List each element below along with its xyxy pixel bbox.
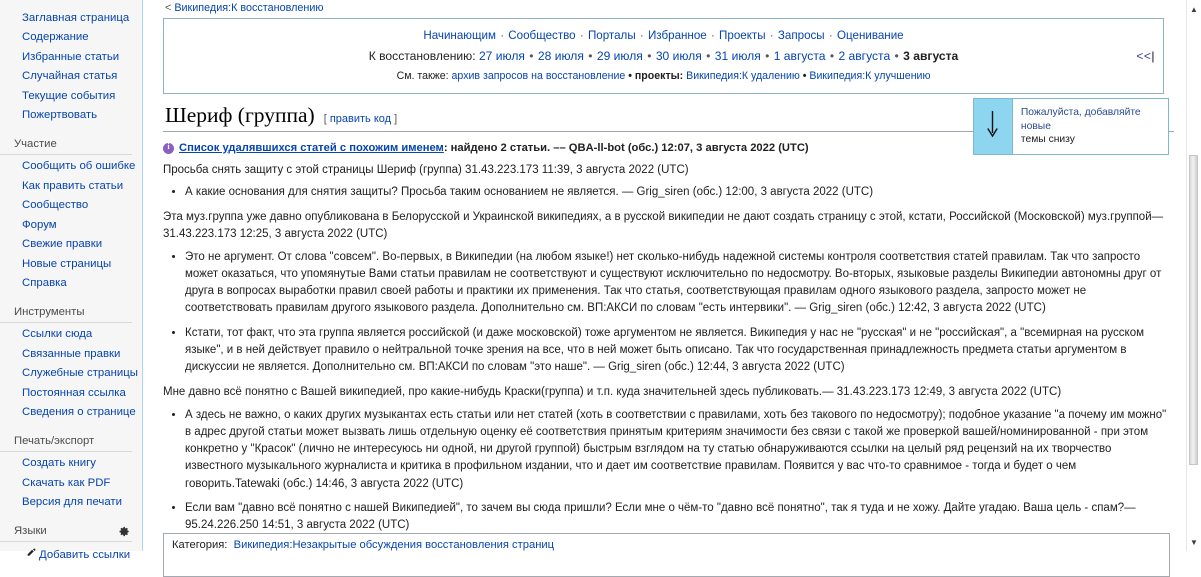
navbox-collapse-bar: |: [1151, 48, 1155, 63]
sidebar-group-languages: [0, 523, 142, 563]
pencil-icon: [26, 547, 37, 564]
arrow-down-icon: [985, 109, 1000, 144]
sidebar-group-navigation: [0, 8, 142, 125]
gear-icon[interactable]: [117, 525, 130, 538]
navigation-box: [163, 18, 1164, 94]
sidebar-item-related-changes[interactable]: Связанные правки: [22, 347, 121, 360]
navbox-link-projects[interactable]: Проекты: [719, 29, 766, 42]
sidebar-item-featured[interactable]: Избранные статьи: [22, 50, 120, 63]
navbox-projects-label: проекты:: [634, 69, 684, 82]
sidebar-item-community[interactable]: Сообщество: [22, 199, 89, 212]
category-label: Категория:: [172, 539, 228, 551]
navbox-date-separator: •: [525, 48, 537, 63]
sidebar-group-participation: [0, 136, 142, 293]
notice-text-line2: темы снизу: [1020, 134, 1075, 146]
similar-articles-body: : найдено 2 статьи. –– QBA-ll-bot (обс.) 12:07, 3 августа 2022 (UTC): [443, 141, 809, 154]
notice-icon-cell: [974, 99, 1013, 154]
navbox-separator: ·: [636, 29, 647, 42]
navbox-date-separator: •: [702, 48, 714, 63]
scrollbar-thumb[interactable]: [1189, 155, 1198, 465]
add-topic-notice: [973, 98, 1169, 155]
navbox-date-separator: •: [891, 48, 903, 63]
breadcrumb-prefix: <: [165, 2, 172, 14]
notice-text-line1: Пожалуйста, добавляйте новые: [1020, 107, 1141, 132]
scroll-down-arrow-icon[interactable]: ▼: [1190, 537, 1198, 547]
sidebar-item-what-links-here[interactable]: Ссылки сюда: [22, 328, 93, 341]
sidebar-group-tools: [0, 304, 142, 422]
navbox-date-2-august[interactable]: 2 августа: [838, 48, 891, 63]
discussion-body: [159, 162, 1174, 535]
vertical-scrollbar[interactable]: [1186, 0, 1200, 551]
navbox-link-community[interactable]: Сообщество: [508, 29, 576, 42]
sidebar-item-random[interactable]: Случайная статья: [22, 70, 118, 83]
sidebar-item-page-information[interactable]: Сведения о странице: [22, 406, 136, 419]
sidebar-item-download-pdf[interactable]: Скачать как PDF: [22, 476, 111, 489]
edit-bracket-close: ]: [394, 112, 398, 125]
sidebar-item-current-events[interactable]: Текущие события: [22, 89, 116, 102]
navbox-collapse-toggle[interactable]: [1136, 49, 1155, 63]
discussion-list-item: • Кстати, тот факт, что эта группа является российской (и даже московской) тоже аргументом не является. Википедия у нас не "русская" и не "российская", а "всемирная на русском языке", и в ней действует правило о нейтральной точке зрения на все, что в ней может быть описано. Так что государственная принадлежность предмета статьи аргументом в дискуссии не является. Дополнительно см. ВП:АКСИ по словам "это наше". — Grig_siren (обс.) 12:44, 3 августа 2022 (UTC): [185, 325, 1174, 377]
navbox-separator: ·: [576, 29, 587, 42]
discussion-list: [159, 249, 1174, 377]
category-link[interactable]: Википедия:Незакрытые обсуждения восстановления страниц: [233, 539, 555, 551]
navbox-separator: ·: [707, 29, 719, 42]
navbox-project-improvement[interactable]: Википедия:К улучшению: [809, 69, 931, 82]
breadcrumb: [159, 0, 1174, 18]
navbox-date-separator: •: [761, 48, 773, 63]
category-bar: [163, 533, 1170, 577]
navbox-separator: ·: [825, 29, 836, 42]
content-area: [143, 0, 1200, 551]
navbox-seealso-label: См. также:: [396, 69, 449, 82]
navbox-separator: ·: [766, 29, 777, 42]
edit-bracket-open: [: [323, 112, 327, 125]
navbox-date-1-august[interactable]: 1 августа: [773, 48, 826, 63]
sidebar-item-report-bug[interactable]: Сообщить об ошибке: [22, 160, 136, 173]
edit-source-link[interactable]: [324, 113, 398, 125]
sidebar-item-new-pages[interactable]: Новые страницы: [22, 257, 112, 270]
navbox-collapse-label: <<: [1136, 48, 1152, 63]
discussion-paragraph: Эта муз.группа уже давно опубликована в Белорусской и Украинской википедиях, а в русской википедии не дают создать страницу с этой, кстати, Российской (Московской) муз.группой— 31.43.223.173 12:25, 3 августа 2022 (UTC): [163, 211, 1164, 241]
sidebar-item-printable-version[interactable]: Версия для печати: [22, 496, 123, 509]
navbox-link-featured[interactable]: Избранное: [647, 29, 707, 42]
navbox-date-separator: •: [643, 48, 655, 63]
navbox-link-portals[interactable]: Порталы: [587, 29, 636, 42]
notice-text: [1013, 99, 1168, 154]
navbox-date-29-july[interactable]: 29 июля: [596, 48, 643, 63]
sidebar-item-help[interactable]: Справка: [22, 277, 67, 290]
sidebar-item-how-to-edit[interactable]: Как править статьи: [22, 179, 124, 192]
sidebar-heading-print-export: Печать/экспорт: [0, 433, 132, 451]
sidebar-item-main-page[interactable]: Заглавная страница: [22, 11, 130, 24]
sidebar-group-print-export: [0, 433, 142, 512]
navbox-date-27-july[interactable]: 27 июля: [478, 48, 525, 63]
breadcrumb-link[interactable]: Википедия:К восстановлению: [174, 2, 324, 14]
page-title: Шериф (группа): [165, 102, 315, 127]
navbox-row-dates: [173, 46, 1154, 67]
navbox-date-28-july[interactable]: 28 июля: [537, 48, 584, 63]
sidebar-item-permanent-link[interactable]: Постоянная ссылка: [22, 386, 126, 399]
discussion-list: [159, 407, 1174, 535]
sidebar: [0, 0, 143, 561]
discussion-list: [159, 184, 1174, 201]
sidebar-item-contents[interactable]: Содержание: [22, 31, 89, 44]
navbox-row-links: [173, 26, 1154, 46]
discussion-list-item: • Если вам "давно всё понятно с нашей Википедией", то зачем вы сюда пришли? Если мне о чём-то "давно всё понятно", так я туда и не хожу. Дайте угадаю. Ваша цель - спам?— 95.24.226.250 14:51, 3 августа 2022 (UTC): [185, 500, 1174, 535]
navbox-date-separator: •: [826, 48, 838, 63]
info-icon: [163, 143, 174, 154]
similar-articles-text: [179, 142, 809, 154]
scroll-up-arrow-icon[interactable]: ▲: [1190, 4, 1198, 14]
discussion-list-item: • Это не аргумент. От слова "совсем". Во-первых, в Википедии (на любом языке!) нет сколько-нибудь надежной системы контроля соответствия статей правилам. Так что запросто может оказаться, что упомянутые Вами статьи правилам не соответствуют и существуют исключительно по недосмотру. Во-вторых, языковые разделы Википедии автономны друг от друга в вопросах выработки правил своей работы и практики их применения. Так что статья, соответствующая правилам одного языкового раздела, запросто может не соответствовать правилам другого языкового раздела. Дополнительно см. ВП:АКСИ по словам "есть интервики". — Grig_siren (обс.) 12:42, 3 августа 2022 (UTC): [185, 249, 1174, 318]
sidebar-heading-tools: Инструменты: [0, 304, 132, 322]
sidebar-item-create-book[interactable]: Создать книгу: [22, 457, 96, 470]
edit-source-label[interactable]: править код: [329, 112, 392, 125]
navbox-link-requests[interactable]: Запросы: [777, 29, 825, 42]
navbox-seealso-bullet: •: [628, 69, 635, 82]
discussion-paragraph: Мне давно всё понятно с Вашей википедией, про какие-нибудь Краски(группа) и т.п. куда значительней здесь публиковать.— 31.43.223.173 12:49, 3 августа 2022 (UTC): [163, 386, 1062, 399]
sidebar-item-forum[interactable]: Форум: [22, 218, 57, 231]
sidebar-heading-languages: Языки: [14, 525, 47, 538]
navbox-dates-label: К восстановлению:: [368, 48, 476, 63]
sidebar-add-links-label: Добавить ссылки: [39, 548, 131, 561]
navbox-link-beginners[interactable]: Начинающим: [423, 29, 496, 42]
navbox-date-3-august-current: 3 августа: [903, 48, 959, 63]
sidebar-item-donate[interactable]: Пожертвовать: [22, 109, 98, 122]
navbox-separator: ·: [496, 29, 508, 42]
navbox-project-separator: •: [799, 69, 810, 82]
navbox-date-separator: •: [584, 48, 596, 63]
navbox-row-seealso: [173, 67, 1154, 85]
discussion-list-item: • А какие основания для снятия защиты? Просьба таким основанием не является. — Grig_siren (обс.) 12:00, 3 августа 2022 (UTC): [185, 184, 1174, 201]
navbox-link-assessment[interactable]: Оценивание: [836, 29, 904, 42]
navbox-date-31-july[interactable]: 31 июля: [714, 48, 761, 63]
sidebar-heading-participation: Участие: [0, 136, 132, 154]
sidebar-add-links[interactable]: [0, 544, 142, 564]
discussion-list-item: • А здесь не важно, о каких других музыкантах есть статьи или нет статей (хоть в соответствии с правилами, хоть без такового по недосмотру); подобное указание "а почему им можно" в адрес другой статьи может вызвать лишь отдельную оценку её соответствия принятым критериям значимости без связи с такой же проверкой вашей/номинированной - при этом конкретно у "Красок" (лично не интересуюсь ни одной, ни другой группой) быстрым взглядом на ту статью обнаруживаются ссылки на целый ряд рецензий на их творчество известного музыкального журналиста и критика в профильном издании, что и дает им соответствие правилам. Появится у вас что-то сравнимое - тогда и будет о чем говорить.Tatewaki (обс.) 14:46, 3 августа 2022 (UTC): [185, 407, 1174, 493]
sidebar-item-special-pages[interactable]: Служебные страницы: [22, 367, 138, 380]
sidebar-item-recent-changes[interactable]: Свежие правки: [22, 238, 103, 251]
navbox-project-deletion[interactable]: Википедия:К удалению: [686, 69, 800, 82]
sidebar-heading-languages-row: [0, 523, 132, 541]
discussion-paragraph: Просьба снять защиту с этой страницы Шериф (группа) 31.43.223.173 11:39, 3 августа 2022 (UTC): [163, 163, 689, 176]
navbox-date-30-july[interactable]: 30 июля: [655, 48, 702, 63]
navbox-seealso-archive[interactable]: архив запросов на восстановление: [451, 69, 626, 82]
similar-articles-link[interactable]: Список удалявшихся статей с похожим именем: [179, 141, 444, 154]
